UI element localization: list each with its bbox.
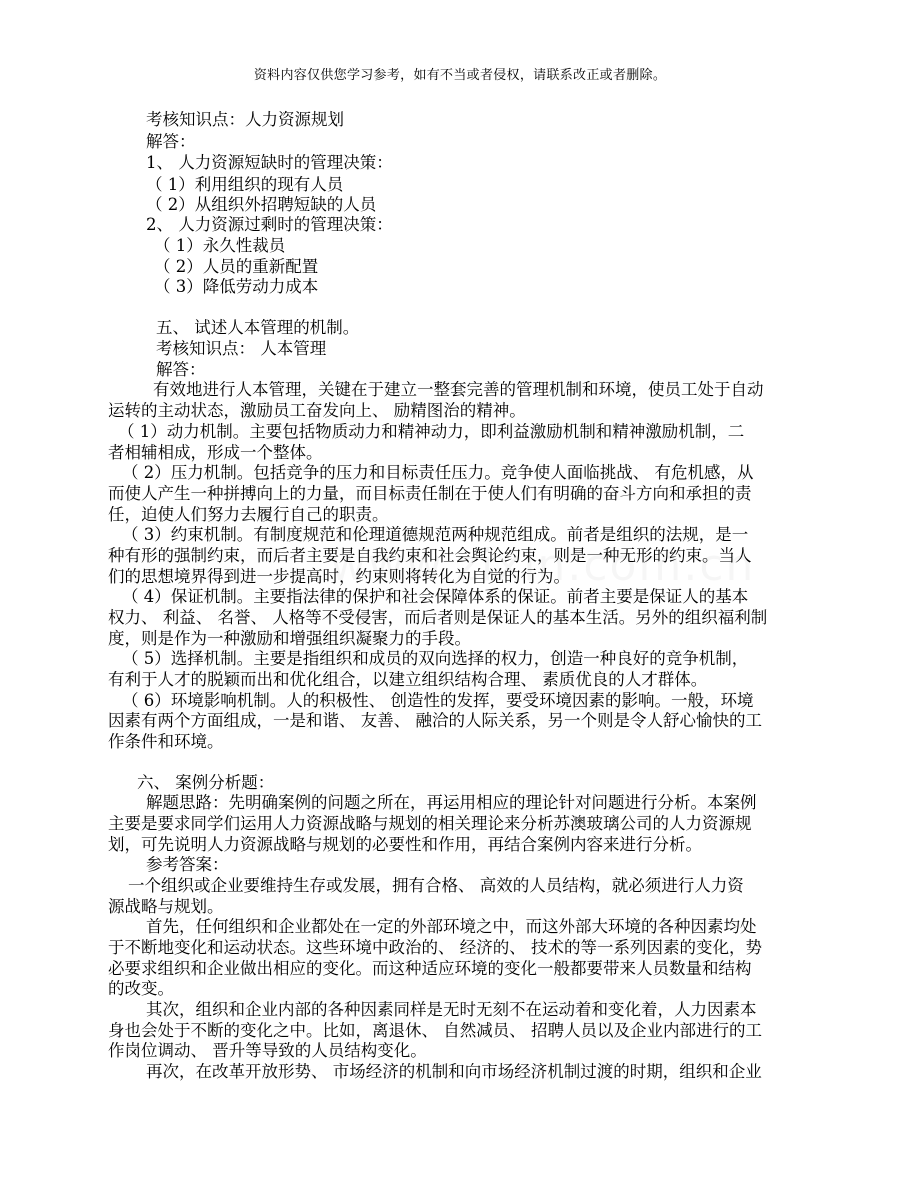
paragraph-line: 源战略与规划。 bbox=[108, 897, 224, 916]
paragraph-line: 的改变。 bbox=[108, 979, 174, 998]
paragraph-line: （ 4）保证机制。主要指法律的保护和社会保障体系的保证。前者主要是保证人的基本 bbox=[122, 587, 749, 606]
paragraph-line: 有效地进行人本管理，关键在于建立一整套完善的管理机制和环境，使员工处于自动 bbox=[153, 380, 764, 399]
knowledge-point: 考核知识点： 人本管理 bbox=[156, 339, 327, 358]
paragraph-line: 种有形的强制约束，而后者主要是自我约束和社会舆论约束，则是一种无形的约束。当人 bbox=[108, 546, 752, 565]
list-item: （ 1）永久性裁员 bbox=[154, 236, 286, 255]
paragraph-line: 首先，任何组织和企业都处在一定的外部环境之中，而这外部大环境的各种因素均处 bbox=[146, 917, 757, 936]
paragraph-line: 而使人产生一种拼搏向上的力量，而目标责任制在于使人们有明确的奋斗方向和承担的责 bbox=[108, 484, 752, 503]
list-item: （ 2）人员的重新配置 bbox=[154, 257, 319, 276]
paragraph-line: 者相辅相成，形成一个整体。 bbox=[108, 443, 323, 462]
paragraph-line: 有利于人才的脱颖而出和优化组合，以建立组织结构合理、 素质优良的人才群体。 bbox=[108, 670, 708, 689]
paragraph-line: （ 5）选择机制。主要是指组织和成员的双向选择的权力，创造一种良好的竞争机制， bbox=[122, 649, 749, 668]
paragraph-line: 运转的主动状态，激励员工奋发向上、 励精图治的精神。 bbox=[108, 401, 526, 420]
paragraph-line: 作岗位调动、 晋升等导致的人员结构变化。 bbox=[108, 1041, 427, 1060]
knowledge-point: 考核知识点：人力资源规划 bbox=[146, 110, 344, 129]
paragraph-line: 解题思路：先明确案例的问题之所在，再运用相应的理论针对问题进行分析。本案例 bbox=[146, 793, 757, 812]
paragraph-line: （ 1）动力机制。主要包括物质动力和精神动力，即利益激励机制和精神激励机制，二 bbox=[118, 422, 745, 441]
paragraph-line: （ 3）约束机制。有制度规范和伦理道德规范两种规范组成。前者是组织的法规，是一 bbox=[122, 525, 749, 544]
paragraph-line: 主要是要求同学们运用人力资源战略与规划的相关理论来分析苏澳玻璃公司的人力资源规 bbox=[108, 814, 752, 833]
paragraph-line: 其次，组织和企业内部的各种因素同样是无时无刻不在运动着和变化着，人力因素本 bbox=[146, 1000, 757, 1019]
paragraph-line: （ 6）环境影响机制。人的积极性、 创造性的发挥，要受环境因素的影响。一般，环境 bbox=[122, 691, 754, 710]
list-item: 1、 人力资源短缺时的管理决策： bbox=[146, 153, 393, 172]
paragraph-line: 们的思想境界得到进一步提高时，约束则将转化为自觉的行为。 bbox=[108, 567, 570, 586]
paragraph-line: 度，则是作为一种激励和增强组织凝聚力的手段。 bbox=[108, 629, 471, 648]
list-item: （ 2）从组织外招聘短缺的人员 bbox=[146, 195, 377, 214]
paragraph-line: 再次，在改革开放形势、 市场经济的机制和向市场经济机制过渡的时期，组织和企业 bbox=[146, 1062, 762, 1081]
paragraph-line: 因素有两个方面组成，一是和谐、 友善、 融洽的人际关系，另一个则是令人舒心愉快的工 bbox=[108, 711, 762, 730]
list-item: （ 1）利用组织的现有人员 bbox=[146, 175, 344, 194]
paragraph-line: 划，可先说明人力资源战略与规划的必要性和作用，再结合案例内容来进行分析。 bbox=[108, 835, 702, 854]
page-header-disclaimer: 资料内容仅供您学习参考，如有不当或者侵权，请联系改正或者删除。 bbox=[253, 68, 667, 83]
section-title: 五、 试述人本管理的机制。 bbox=[156, 318, 360, 337]
answer-label: 参考答案： bbox=[146, 855, 229, 874]
section-title: 六、 案例分析题： bbox=[137, 773, 275, 792]
paragraph-line: 必要求组织和企业做出相应的变化。而这种适应环境的变化一般都要带来人员数量和结构 bbox=[108, 959, 752, 978]
paragraph-line: 任，迫使人们努力去履行自己的职责。 bbox=[108, 505, 389, 524]
paragraph-line: （ 2）压力机制。包括竞争的压力和目标责任压力。竞争使人面临挑战、 有危机感，从 bbox=[122, 463, 754, 482]
answer-label: 解答： bbox=[156, 360, 206, 379]
paragraph-line: 一个组织或企业要维持生存或发展，拥有合格、 高效的人员结构，就必须进行人力资 bbox=[128, 876, 744, 895]
list-item: （ 3）降低劳动力成本 bbox=[154, 277, 319, 296]
paragraph-line: 于不断地变化和运动状态。这些环境中政治的、 经济的、 技术的等一系列因素的变化，势 bbox=[108, 938, 762, 957]
paragraph-line: 身也会处于不断的变化之中。比如，离退休、 自然减员、 招聘人员以及企业内部进行的工 bbox=[108, 1021, 762, 1040]
answer-label: 解答： bbox=[146, 132, 196, 151]
paragraph-line: 作条件和环境。 bbox=[108, 732, 224, 751]
list-item: 2、 人力资源过剩时的管理决策： bbox=[146, 215, 393, 234]
paragraph-line: 权力、 利益、 名誉、 人格等不受侵害，而后者则是保证人的基本生活。另外的组织福利制 bbox=[108, 608, 768, 627]
